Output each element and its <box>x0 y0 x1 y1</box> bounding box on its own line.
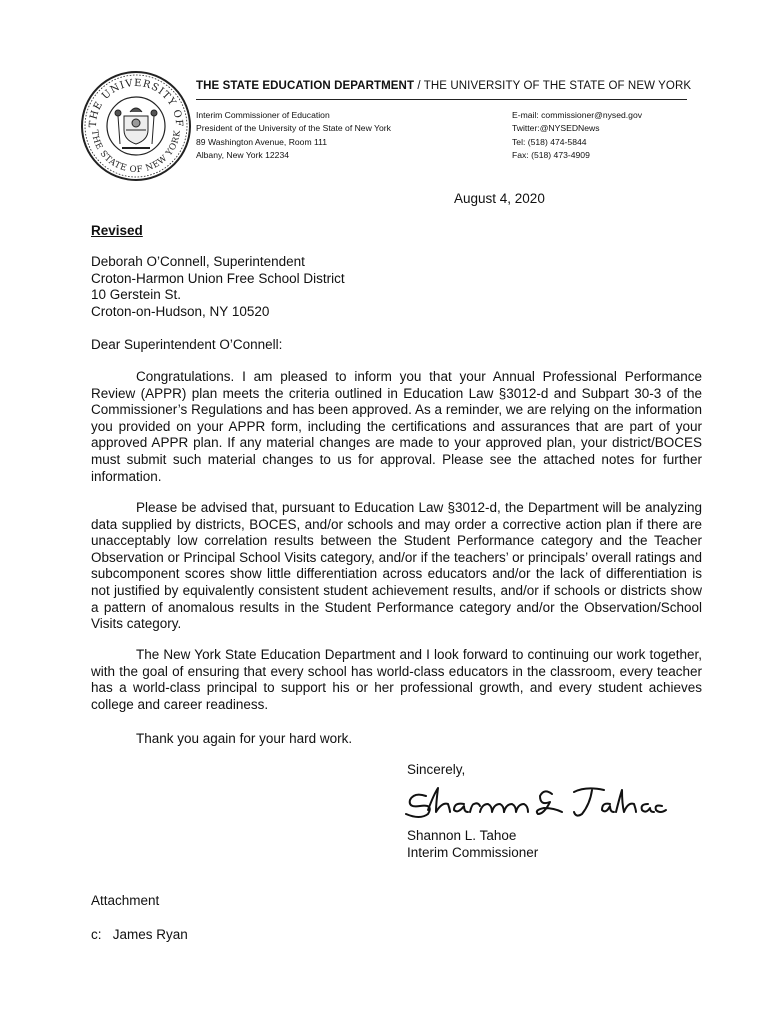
recipient-address <box>91 254 345 320</box>
attachment-label: Attachment <box>91 893 160 908</box>
office-city: Albany, New York 12234 <box>196 149 290 160</box>
university-seal <box>80 70 192 182</box>
closing: Sincerely, <box>407 762 466 777</box>
contact-twitter: Twitter:@NYSEDNews <box>512 123 600 134</box>
office-address-block <box>196 109 391 162</box>
cc-line: c: James Ryan <box>91 927 188 942</box>
office-subtitle: President of the University of the State of New York <box>196 123 391 134</box>
seal-top-text: THE UNIVERSITY OF <box>87 77 185 128</box>
signer-name: Shannon L. Tahoe <box>407 828 517 843</box>
department-name: THE STATE EDUCATION DEPARTMENT <box>196 80 415 92</box>
recipient-name: Deborah O’Connell, Superintendent <box>91 254 305 269</box>
paragraph-approval: Congratulations. I am pleased to inform you that your Annual Professional Performance Review (APPR) plan meets the criteria outlined in Education Law §3012-d and Subpart 30-3 of the Commissioner’s Regulations and has been approved. As a reminder, we are relying on the information you provided on your APPR form, including the certifications and assurances that are part of your approved APPR plan. If any material changes are made to your approved plan, your district/BOCES must submit such material changes to us for approval. Please see the attached notes for further information. <box>91 369 702 484</box>
handwritten-signature <box>404 784 668 820</box>
letter-date: August 4, 2020 <box>454 191 545 206</box>
contact-phone: Tel: (518) 474-5844 <box>512 136 587 147</box>
paragraph-continuing-work: The New York State Education Department and I look forward to continuing our work together, with the goal of ensuring that every school has world-class educators in the classroom, every teacher has a world-class principal to support his or her professional growth, and every student achieves college and career readiness. <box>91 647 702 712</box>
header-divider <box>196 99 687 100</box>
recipient-city: Croton-on-Hudson, NY 10520 <box>91 303 270 319</box>
signer-title: Interim Commissioner <box>407 844 539 860</box>
office-title: Interim Commissioner of Education <box>196 110 330 120</box>
recipient-district: Croton-Harmon Union Free School District <box>91 270 345 286</box>
university-name: / THE UNIVERSITY OF THE STATE OF NEW YORK <box>414 80 692 92</box>
contact-fax: Fax: (518) 473-4909 <box>512 149 590 160</box>
revised-label: Revised <box>91 223 143 238</box>
department-title <box>196 80 691 92</box>
seal-bottom-text: THE STATE OF NEW YORK <box>88 129 184 176</box>
contact-block <box>512 109 642 162</box>
paragraph-analysis: Please be advised that, pursuant to Education Law §3012-d, the Department will be analyzing data supplied by districts, BOCES, and/or schools and may order a corrective action plan if there are unacceptably low correlation results between the Student Performance category and the Teacher Observation or Principal School Visits category, and/or if the teachers’ or principals’ overall ratings and subcomponent scores show little differentiation across educators and/or the lack of differentiation is not justified by equivalently consistent student achievement results, and/or if schools or districts show a pattern of anomalous results in the Student Performance category and/or the Observation/School Visits category. <box>91 500 702 632</box>
office-street: 89 Washington Avenue, Room 111 <box>196 136 328 147</box>
contact-email: E-mail: commissioner@nysed.gov <box>512 110 643 120</box>
recipient-street: 10 Gerstein St. <box>91 287 182 302</box>
salutation: Dear Superintendent O’Connell: <box>91 337 283 352</box>
paragraph-thanks: Thank you again for your hard work. <box>136 731 353 746</box>
signer-block <box>407 828 538 861</box>
